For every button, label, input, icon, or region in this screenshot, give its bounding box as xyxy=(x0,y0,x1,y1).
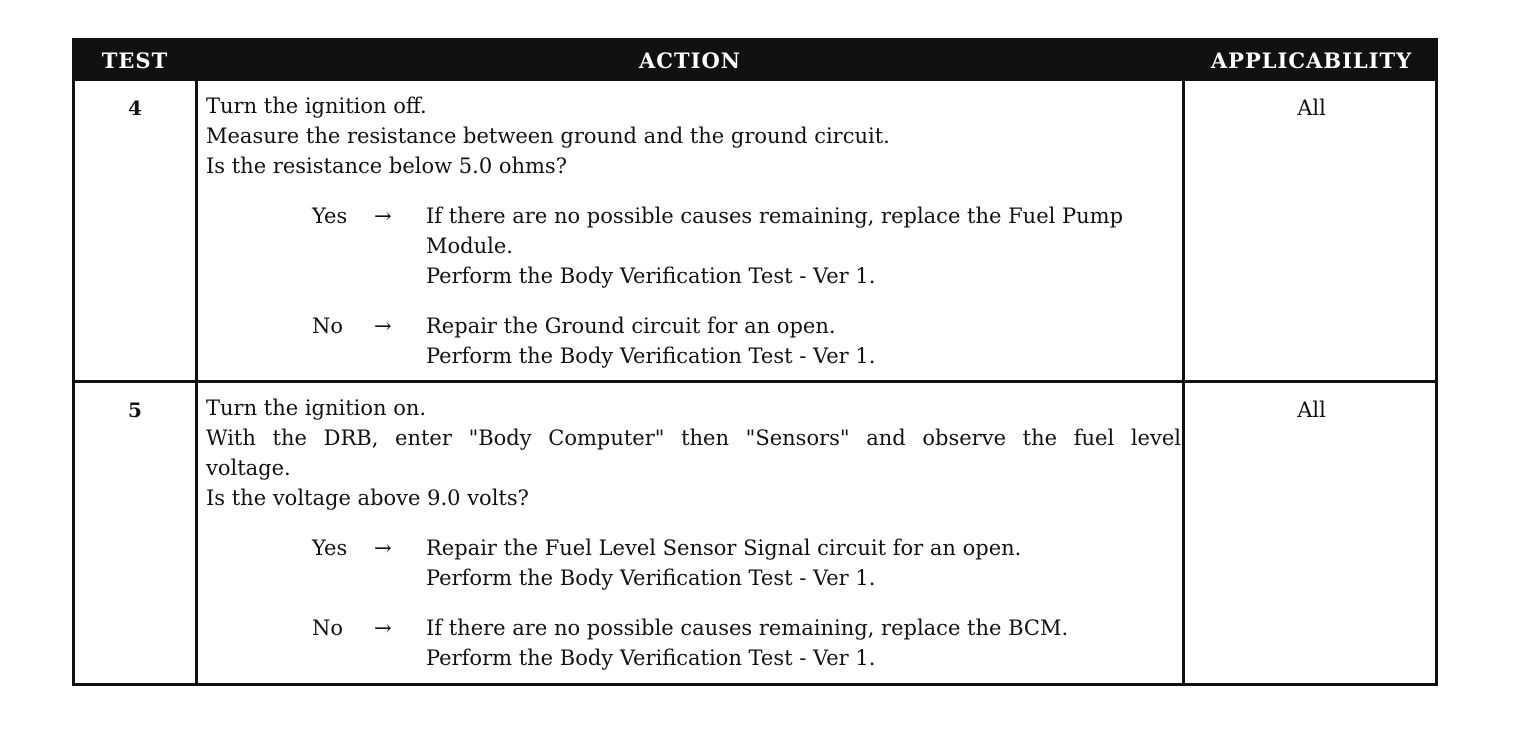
action-cell xyxy=(206,91,1181,371)
header-test: TEST xyxy=(101,48,169,73)
yes-response xyxy=(206,201,1181,291)
no-label: No xyxy=(312,314,344,338)
header-action: ACTION xyxy=(639,48,741,73)
response-line: If there are no possible causes remaining, replace the Fuel Pump xyxy=(426,204,1124,228)
arrow-right-icon: → xyxy=(374,536,392,560)
response-line: Perform the Body Verification Test - Ver 1. xyxy=(426,566,876,590)
response-line: Perform the Body Verification Test - Ver 1. xyxy=(426,344,876,368)
arrow-right-icon: → xyxy=(374,204,392,228)
applicability-value: All xyxy=(1297,398,1326,422)
action-step: Is the resistance below 5.0 ohms? xyxy=(206,154,567,178)
no-label: No xyxy=(312,616,344,640)
response-line: Perform the Body Verification Test - Ver 1. xyxy=(426,646,876,670)
no-response xyxy=(206,613,1181,673)
response-line: Module. xyxy=(426,234,513,258)
yes-label: Yes xyxy=(312,204,348,228)
arrow-right-icon: → xyxy=(374,616,392,640)
applicability-value: All xyxy=(1297,96,1326,120)
test-number: 4 xyxy=(128,96,142,120)
action-step: With the DRB, enter "Body Computer" then "Sensors" and observe the fuel level xyxy=(206,426,1181,450)
response-line: If there are no possible causes remaining, replace the BCM. xyxy=(426,616,1069,640)
response-line: Repair the Ground circuit for an open. xyxy=(426,314,836,338)
yes-label: Yes xyxy=(312,536,348,560)
table-header xyxy=(75,41,1435,81)
response-line: Repair the Fuel Level Sensor Signal circuit for an open. xyxy=(426,536,1022,560)
no-response xyxy=(206,311,1181,371)
yes-response xyxy=(206,533,1181,593)
header-applicability: APPLICABILITY xyxy=(1210,48,1413,73)
response-line: Perform the Body Verification Test - Ver 1. xyxy=(426,264,876,288)
row-divider xyxy=(75,380,1435,383)
action-cell xyxy=(206,393,1181,673)
action-step: Is the voltage above 9.0 volts? xyxy=(206,486,529,510)
action-step: Turn the ignition on. xyxy=(206,396,427,420)
action-step: Measure the resistance between ground and the ground circuit. xyxy=(206,124,890,148)
diagnostic-test-table xyxy=(72,38,1438,686)
action-step: voltage. xyxy=(206,456,291,480)
action-step: Turn the ignition off. xyxy=(206,94,427,118)
test-number: 5 xyxy=(128,398,142,422)
arrow-right-icon: → xyxy=(374,314,392,338)
